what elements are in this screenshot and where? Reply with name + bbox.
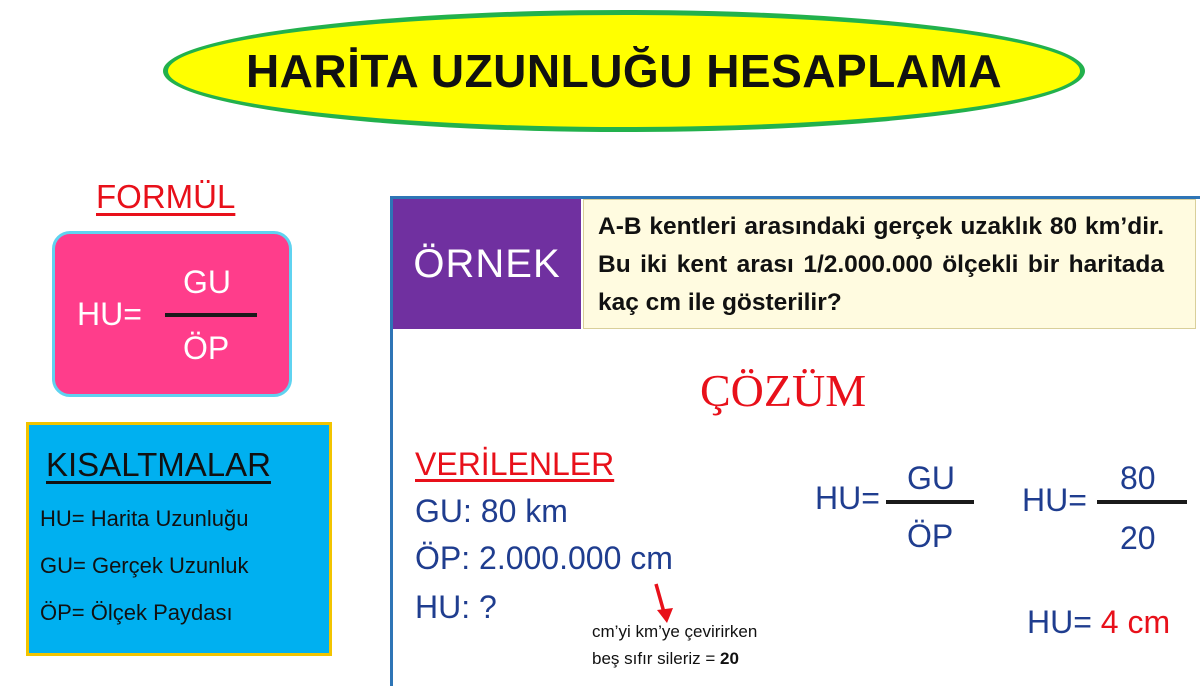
conversion-note: cm’yi km’ye çevirirken xyxy=(592,622,758,641)
result-label: HU= xyxy=(1027,604,1101,640)
title-banner xyxy=(163,10,1085,132)
step2-lhs: HU= xyxy=(1022,482,1087,518)
formula-lhs: HU= xyxy=(77,296,142,332)
example-label: ÖRNEK xyxy=(413,241,561,286)
given-item: ÖP: 2.000.000 cm xyxy=(415,540,673,576)
given-title: VERİLENLER xyxy=(415,446,615,482)
conversion-note-text: beş sıfır sileriz = xyxy=(592,649,721,668)
step2-denominator: 20 xyxy=(1120,520,1156,556)
step2-fraction-bar xyxy=(1097,500,1187,504)
result xyxy=(1027,604,1170,641)
page-title: HARİTA UZUNLUĞU HESAPLAMA xyxy=(245,45,1003,97)
formula-label: FORMÜL xyxy=(96,178,236,215)
red-down-arrow-icon xyxy=(650,582,676,624)
step2-numerator: 80 xyxy=(1120,460,1156,496)
step1-numerator: GU xyxy=(907,460,955,496)
step1-fraction-bar xyxy=(886,500,974,504)
formula-numerator: GU xyxy=(183,264,231,300)
formula-denominator: ÖP xyxy=(183,330,230,366)
abbreviations-title: KISALTMALAR xyxy=(46,446,271,483)
conversion-note-result xyxy=(592,649,739,669)
formula-fraction-bar xyxy=(165,313,257,317)
given-item: GU: 80 km xyxy=(415,493,568,529)
step1-denominator: ÖP xyxy=(907,518,954,554)
step1-lhs: HU= xyxy=(815,480,880,516)
abbreviation-item: GU= Gerçek Uzunluk xyxy=(40,553,249,578)
conversion-note-value: 20 xyxy=(720,649,739,668)
question-text: A-B kentleri arasındaki gerçek uzaklık 80 km’dir. Bu iki kent arası 1/2.000.000 ölçekli bir haritada kaç cm ile gösterilir? xyxy=(598,213,1164,316)
abbreviation-item: HU= Harita Uzunluğu xyxy=(40,506,249,531)
given-item: HU: ? xyxy=(415,589,497,625)
abbreviation-item: ÖP= Ölçek Paydası xyxy=(40,600,233,625)
solution-heading: ÇÖZÜM xyxy=(700,365,867,416)
result-value: 4 cm xyxy=(1100,604,1171,640)
example-label-box xyxy=(393,199,581,329)
